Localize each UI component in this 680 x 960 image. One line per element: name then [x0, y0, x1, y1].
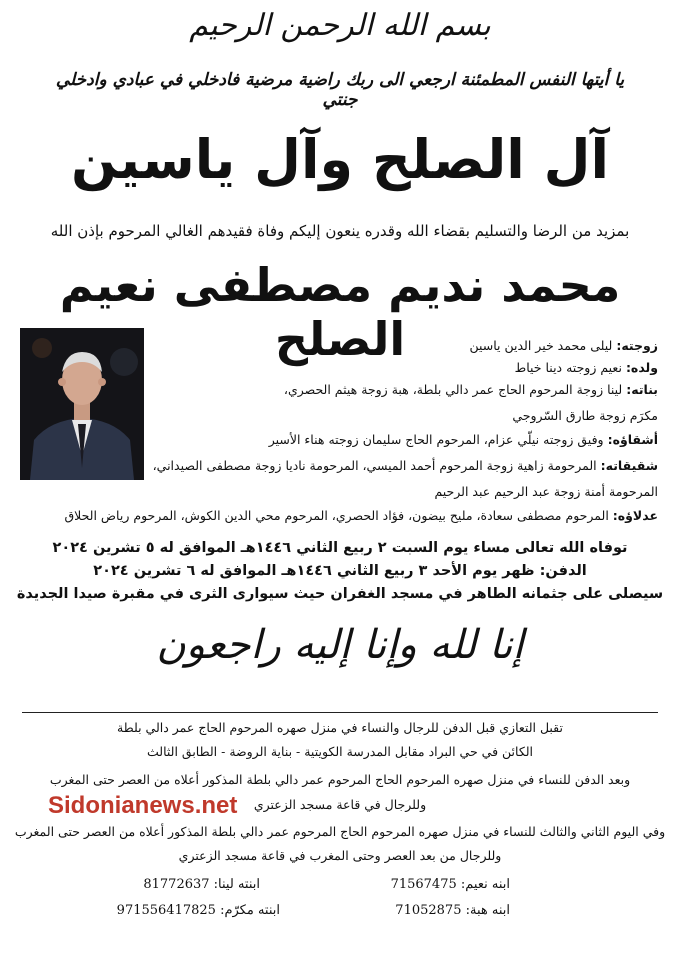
contact-naeem: ابنه نعيم: 71567475	[390, 877, 510, 892]
condolence-line: وللرجال في قاعة مسجد الزعتري	[253, 797, 427, 812]
relative-line: عدلاؤه: المرحوم مصطفى سعادة، مليح بيضون، فؤاد الحصري، المرحوم محي الدين الكوش، المرحوم رياض الحلاق	[64, 508, 658, 523]
basmala: بسم الله الرحمن الرحيم	[189, 8, 491, 43]
deceased-photo	[20, 328, 144, 480]
prayer-location-line: سيصلى على جثمانه الطاهر في مسجد الغفران حيث سيوارى الثرى في مقبرة صيدا الجديدة	[16, 586, 664, 602]
deceased-name: محمد نديم مصطفى نعيم الصلح	[59, 258, 621, 366]
intro-line: بمزيد من الرضا والتسليم بقضاء الله وقدره ينعون إليكم وفاة فقيدهم الغالي المرحوم بإذن الله	[50, 222, 630, 240]
relative-line: بناته: لينا زوجة المرحوم الحاج عمر دالي بلطة، هبة زوجة هيثم الحصري،	[283, 382, 658, 397]
relative-line: زوجته: ليلى محمد خير الدين ياسين	[469, 338, 658, 353]
contact-hiba: ابنه هبة: 71052875	[395, 903, 510, 918]
condolence-line: تقبل التعازي قبل الدفن للرجال والنساء في منزل صهره المرحوم الحاج عمر دالي بلطة	[117, 720, 563, 735]
contact-makram: ابنته مكرّم: 971556417825	[116, 903, 280, 918]
condolence-line: وبعد الدفن للنساء في منزل صهره المرحوم الحاج المرحوم عمر دالي بلطة المذكور أعلاه من العصر حتى المغرب	[49, 772, 631, 787]
death-date-line: توفاه الله تعالى مساء يوم السبت ٢ ربيع الثاني ١٤٤٦هـ الموافق له ٥ تشرين ٢٠٢٤	[52, 540, 628, 556]
burial-date-line: الدفن: ظهر يوم الأحد ٣ ربيع الثاني ١٤٤٦هـ الموافق له ٦ تشرين ٢٠٢٤	[93, 563, 587, 579]
relative-line: المرحومة أمنة زوجة عبد الرحيم عبد الرحيم	[434, 484, 658, 499]
relative-line: ولده: نعيم زوجته دينا خياط	[514, 360, 658, 375]
divider	[22, 712, 658, 713]
site-watermark: Sidonianews.net	[48, 792, 238, 819]
condolence-line: وللرجال من بعد العصر وحتى المغرب في قاعة مسجد الزعتري	[178, 848, 502, 863]
condolence-line: وفي اليوم الثاني والثالث للنساء في منزل صهره المرحوم الحاج المرحوم عمر دالي بلطة المذكور أعلاه من العصر حتى المغرب	[14, 824, 666, 839]
relative-line: مكرَم زوجة طارق السّروجي	[512, 408, 658, 423]
istirja-calligraphy: إنا لله وإنا إليه راجعون	[156, 622, 524, 668]
family-names-title: آل الصلح وآل ياسين	[71, 128, 609, 191]
relative-line: شقيقاته: المرحومة زاهية زوجة المرحوم أحمد الميسي، المرحومة ناديا زوجة مصطفى الصيداني،	[152, 458, 658, 473]
contact-lina: ابنته لينا: 81772637	[143, 877, 260, 892]
condolence-line: الكائن في حي البراد مقابل المدرسة الكويتية - بناية الروضة - الطابق الثالث	[146, 744, 534, 759]
relative-line: أشقاؤه: وفيق زوجته نيلّي عزام، المرحوم الحاج سليمان زوجته هناء الأسير	[268, 432, 658, 447]
quran-verse: يا أيتها النفس المطمئنة ارجعي الى ربك راضية مرضية فادخلي في عبادي وادخلي جنتي	[55, 70, 625, 110]
portrait-image	[20, 328, 144, 480]
